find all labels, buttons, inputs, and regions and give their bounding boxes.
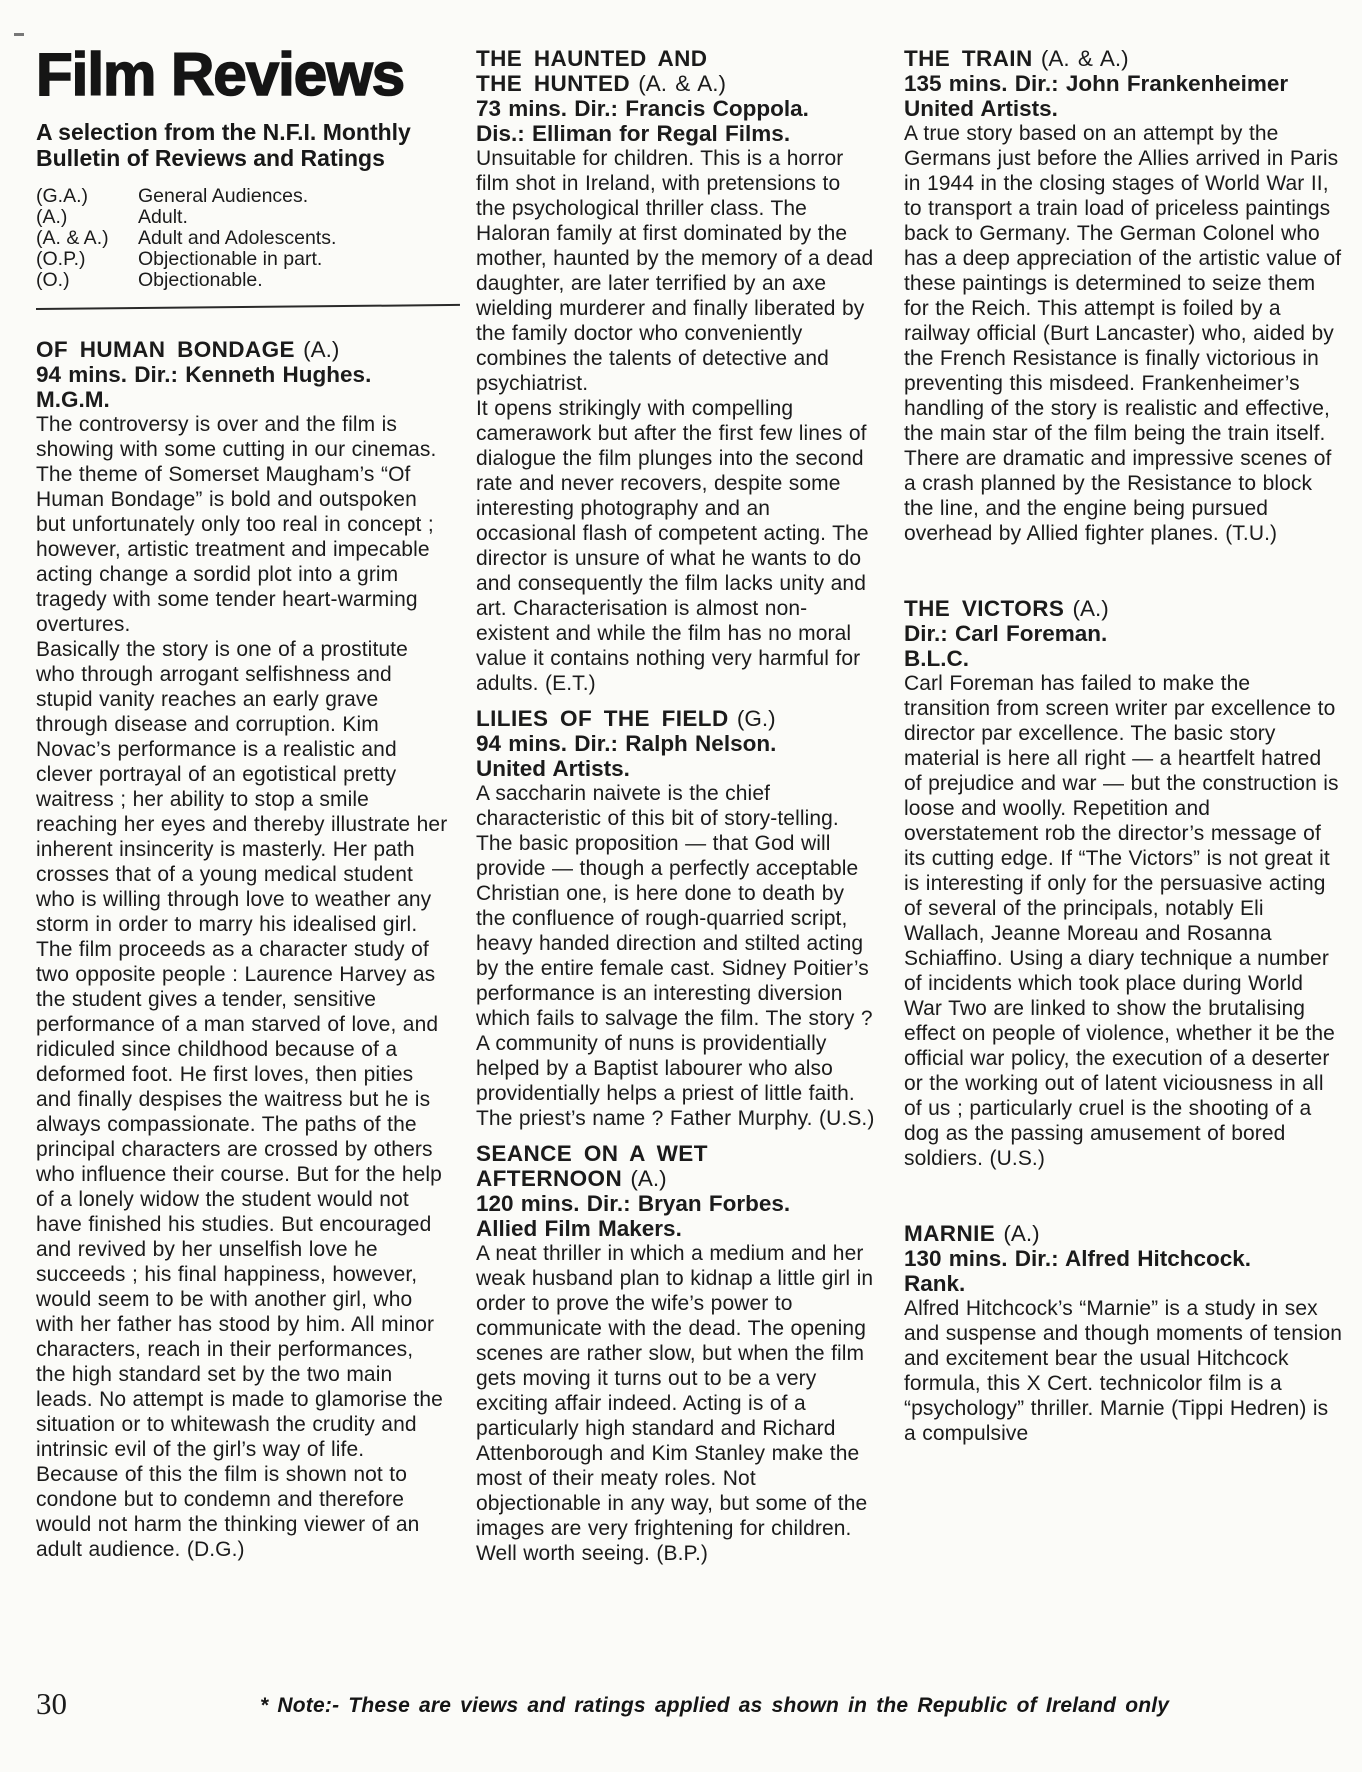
review-title-line xyxy=(476,1166,876,1191)
rating-code: (G.) xyxy=(728,706,776,731)
film-title: THE HUNTED xyxy=(476,71,630,96)
legend-code: (O.P.) xyxy=(36,248,86,270)
legend-row xyxy=(36,249,448,270)
rating-code: (A. & A.) xyxy=(630,71,727,96)
review-title-line xyxy=(904,46,1342,71)
film-review xyxy=(904,596,1342,1171)
credit-line: 120 mins. Dir.: Bryan Forbes. xyxy=(476,1191,791,1216)
page-number: 30 xyxy=(36,1686,67,1721)
legend-row xyxy=(36,228,448,249)
film-review xyxy=(36,337,448,1562)
film-review xyxy=(904,1221,1342,1446)
credit-line: United Artists. xyxy=(476,756,630,781)
column-3 xyxy=(904,46,1342,1446)
review-title-line xyxy=(476,71,876,96)
film-review xyxy=(476,1141,876,1566)
footer-note: * Note:- These are views and ratings applied as shown in the Republic of Ireland only xyxy=(260,1694,1170,1717)
credit-line: 130 mins. Dir.: Alfred Hitchcock. xyxy=(904,1246,1252,1271)
rating-code: (A.) xyxy=(622,1166,667,1191)
legend-label: Adult and Adolescents. xyxy=(138,227,337,249)
review-paragraph: Alfred Hitchcock’s “Marnie” is a study in sex and suspense and though moments of tension and excitement bear the usual Hitchcock formula, this X Cert. technicolor film is a “psychology” thriller. Marnie (Tippi Hedren) is a compulsive xyxy=(904,1297,1342,1445)
review-title-line xyxy=(904,1221,1342,1246)
ratings-legend xyxy=(36,186,448,291)
credit-line: 94 mins. Dir.: Kenneth Hughes. xyxy=(36,362,372,387)
review-heading xyxy=(476,46,876,96)
review-title-line xyxy=(476,706,876,731)
rating-code: (A.) xyxy=(294,337,340,362)
legend-code: (A.) xyxy=(36,206,68,228)
legend-label: Objectionable. xyxy=(138,269,263,291)
column-1 xyxy=(36,41,448,1562)
credit-line: Dir.: Carl Foreman. xyxy=(904,621,1108,646)
credit-line: Allied Film Makers. xyxy=(476,1216,682,1241)
review-paragraph: Unsuitable for children. This is a horror film shot in Ireland, with pretensions to the psychological thriller class. The Haloran family at first dominated by the mother, haunted by the memory of a dead daughter, are later terrified by an axe wielding murderer and finally liberated by the family doctor who conveniently combines the talents of detective and psychiatrist. xyxy=(476,147,874,395)
rating-code: (A.) xyxy=(995,1221,1040,1246)
legend-code: (O.) xyxy=(36,269,70,291)
rating-code: (A. & A.) xyxy=(1032,46,1129,71)
review-heading xyxy=(476,706,876,731)
review-paragraph: Carl Foreman has failed to make the transition from screen writer par excellence to director par excellence. The basic story material is here all right — a heartfelt hatred of prejudice and war — but the construction is loose and woolly. Repetition and overstatement rob the director’s message of its cutting edge. If “The Victors” is not great it is interesting if only for the persuasive acting of several of the principals, notably Eli Wallach, Jeanne Moreau and Rosanna Schiaffino. Using a diary technique a number of incidents which took place during World War Two are linked to show the brutalising effect on people of violence, whether it be the official war policy, the execution of a deserter or the working out of latent viciousness in all of us ; particularly cruel is the shooting of a dog as the passing amusement of bored soldiers. (U.S.) xyxy=(904,672,1339,1170)
legend-code: (A. & A.) xyxy=(36,227,109,249)
review-paragraph: A true story based on an attempt by the Germans just before the Allies arrived in Paris in 1944 in the closing stages of World War II, to transport a train load of priceless paintings back to Germany. The German Colonel who has a deep appreciation of the artistic value of these paintings is determined to seize them for the Reich. This attempt is foiled by a railway official (Burt Lancaster) who, aided by the French Resistance is finally victorious in preventing this misdeed. Frankenheimer’s handling of the story is realistic and effective, the main star of the film being the train itself. There are dramatic and impressive scenes of a crash planned by the Resistance to block the line, and the engine being pursued overhead by Allied fighter planes. (T.U.) xyxy=(904,122,1342,545)
legend-label: Adult. xyxy=(138,206,188,228)
legend-row xyxy=(36,207,448,228)
legend-code: (G.A.) xyxy=(36,185,88,207)
film-title: OF HUMAN BONDAGE xyxy=(36,337,295,362)
film-review xyxy=(476,46,876,696)
rating-code: (A.) xyxy=(1064,596,1109,621)
review-heading xyxy=(36,337,448,362)
review-heading xyxy=(476,1141,876,1191)
film-review xyxy=(904,46,1342,546)
credit-line: Dis.: Elliman for Regal Films. xyxy=(476,121,791,146)
credit-line: 94 mins. Dir.: Ralph Nelson. xyxy=(476,731,777,756)
subtitle-line: Bulletin of Reviews and Ratings xyxy=(36,145,385,171)
film-title: LILIES OF THE FIELD xyxy=(476,706,729,731)
review-title-line xyxy=(904,596,1342,621)
legend-row xyxy=(36,270,448,291)
review-title-line xyxy=(476,46,876,71)
legend-label: Objectionable in part. xyxy=(138,248,323,270)
legend-row xyxy=(36,186,448,207)
review-title-line xyxy=(36,337,448,362)
subtitle-line: A selection from the N.F.I. Monthly xyxy=(36,119,411,145)
page-subtitle xyxy=(36,119,448,171)
review-paragraph: The controversy is over and the film is showing with some cutting in our cinemas. xyxy=(36,413,437,461)
legend-label: General Audiences. xyxy=(138,185,309,207)
film-title: SEANCE ON A WET xyxy=(476,1141,708,1166)
review-paragraph: A neat thriller in which a medium and her weak husband plan to kidnap a little girl in order to prove the wife’s power to communicate with the dead. The opening scenes are rather slow, but when the film gets moving it turns out to be a very exciting affair indeed. Acting is of a particularly high standard and Richard Attenborough and Kim Stanley make the most of their meaty roles. Not objectionable in any way, but some of the images are very frightening for children. Well worth seeing. (B.P.) xyxy=(476,1242,874,1565)
credit-line: United Artists. xyxy=(904,96,1058,121)
review-paragraph: It opens strikingly with compelling camerawork but after the first few lines of dialogue the film plunges into the second rate and never recovers, despite some interesting photography and an occasional flash of competent acting. The director is unsure of what he wants to do and consequently the film lacks unity and art. Characterisation is almost non-existent and while the film has no moral value it contains nothing very harmful for adults. (E.T.) xyxy=(476,397,869,695)
review-paragraph: The theme of Somerset Maugham’s “Of Human Bondage” is bold and outspoken but unfortunately only too real in concept ; however, artistic treatment and impecable acting change a sordid plot into a grim tragedy with some tender heart-warming overtures. xyxy=(36,463,434,636)
credit-line: 135 mins. Dir.: John Frankenheimer xyxy=(904,71,1289,96)
review-heading xyxy=(904,46,1342,71)
credit-line: M.G.M. xyxy=(36,387,110,412)
credit-line: B.L.C. xyxy=(904,646,969,671)
scan-artifact-mark xyxy=(14,33,24,36)
film-title: AFTERNOON xyxy=(476,1166,623,1191)
credit-line: Rank. xyxy=(904,1271,966,1296)
film-title: THE VICTORS xyxy=(904,596,1065,621)
review-paragraph: A saccharin naivete is the chief characteristic of this bit of story-telling. The basic proposition — that God will provide — though a perfectly acceptable Christian one, is here done to death by the confluence of rough-quarried script, heavy handed direction and stilted acting by the entire female cast. Sidney Poitier’s performance is an interesting diversion which fails to salvage the film. The story ? A community of nuns is providentially helped by a Baptist labourer who also providentially helps a priest of little faith. The priest’s name ? Father Murphy. (U.S.) xyxy=(476,782,875,1130)
page-title: Film Reviews xyxy=(36,41,405,108)
review-title-line xyxy=(476,1141,876,1166)
header-divider xyxy=(36,304,460,310)
film-title: THE TRAIN xyxy=(904,46,1033,71)
credit-line: 73 mins. Dir.: Francis Coppola. xyxy=(476,96,809,121)
review-heading xyxy=(904,596,1342,621)
film-title: THE HAUNTED AND xyxy=(476,46,708,71)
review-paragraph: Basically the story is one of a prostitute who through arrogant selfishness and stupid vanity reaches an early grave through disease and corruption. Kim Novac’s performance is a realistic and clever portrayal of an egotistical pretty waitress ; her ability to stop a smile reaching her eyes and thereby illustrate her inherent insincerity is masterly. Her path crosses that of a young medical student who is willing through love to weather any storm in order to marry his idealised girl. The film proceeds as a character study of two opposite people : Laurence Harvey as the student gives a tender, sensitive performance of a man starved of love, and ridiculed since childhood because of a deformed foot. He first loves, then pities and finally despises the waitress but he is always compassionate. The paths of the principal characters are crossed by others who influence their course. But for the help of a lonely widow the student would not have finished his studies. But encouraged and revived by her unselfish love he succeeds ; his final happiness, however, would seem to be with another girl, who with her father has stood by him. All minor characters, reach in their performances, the high standard set by the two main leads. No attempt is made to glamorise the situation or to whitewash the crudity and intrinsic evil of the girl’s way of life. Because of this the film is shown not to condone but to condemn and therefore would not harm the thinking viewer of an adult audience. (D.G.) xyxy=(36,638,448,1561)
film-title: MARNIE xyxy=(904,1221,996,1246)
column-2 xyxy=(476,46,876,1566)
review-heading xyxy=(904,1221,1342,1246)
film-review xyxy=(476,706,876,1131)
page-header xyxy=(36,41,448,310)
